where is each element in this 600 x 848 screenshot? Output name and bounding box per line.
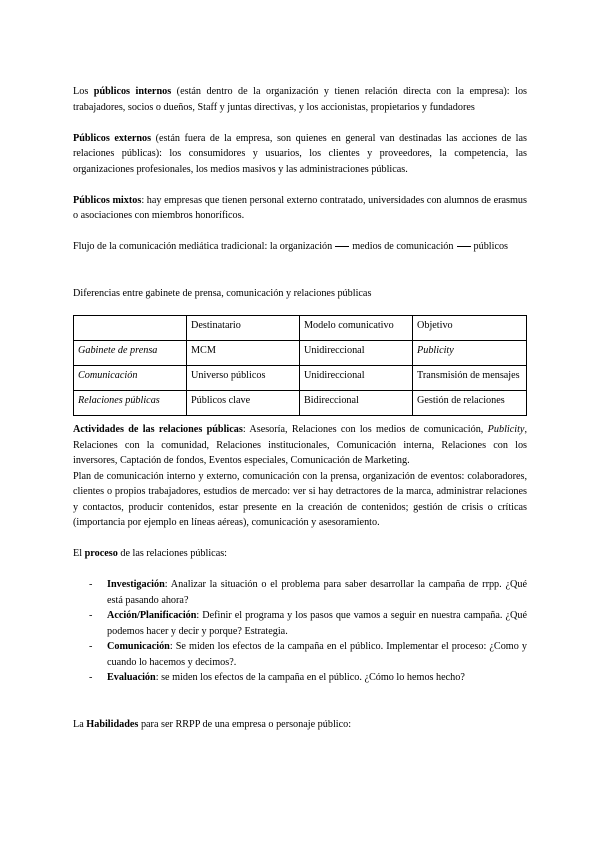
term: Evaluación [107,672,156,683]
term-publicos-internos: públicos internos [93,86,172,97]
process-list [73,577,527,686]
paragraph-publicos-mixtos [73,193,527,224]
table-header-cell: Destinatario [187,316,300,341]
text: : Se miden los efectos de la campaña en el público. Implementar el proceso: ¿Como y cuando lo hacemos y decimos?. [107,641,527,668]
paragraph-publicos-internos [73,84,527,115]
table-cell: Bidireccional [300,391,413,416]
list-item [73,608,527,639]
text: (están fuera de la empresa, son quienes en general van destinadas las acciones de las relaciones públicas): los consumidores y usuarios, los clientes y proveedores, la competencia, las organizaciones profesionales, los medios masivos y las administraciones públicas. [73,132,528,175]
table-cell: Universo públicos [187,366,300,391]
term-publicos-mixtos: Públicos mixtos [73,194,142,206]
text: : Definir el programa y los pasos que vamos a seguir en nuestra campaña. ¿Qué podemos hacer y decir y porque? Estrategia. [107,610,527,637]
document-page [73,84,527,732]
term: Investigación [107,579,165,590]
term-publicos-externos: Públicos externos [73,132,152,144]
table-cell: Gabinete de prensa [74,341,187,366]
paragraph-publicos-externos [73,131,527,178]
text: Flujo de la comunicación mediática tradicional: la organización [73,241,333,252]
paragraph-actividades [73,422,527,469]
text: El [73,548,85,559]
table-row [74,391,527,416]
text: : Analizar la situación o el problema para saber desarrollar la campaña de rrpp. ¿Qué está pasando ahora? [107,579,527,606]
text: públicos [473,241,509,252]
term-proceso: proceso [84,548,118,559]
text: : Asesoría, Relaciones con los medios de comunicación, [242,424,488,435]
table-header-row [74,316,527,341]
table-cell: Unidireccional [300,366,413,391]
paragraph-habilidades [73,717,527,733]
arrow-line [335,246,349,247]
table-header-cell: Objetivo [413,316,527,341]
text: , Relaciones con la comunidad, Relaciones institucionales, Comunicación interna, Relaciones con los inversores, Captación de fondos, Eventos especiales, Comunicación de Marketing. [73,424,527,466]
term: Comunicación [107,641,170,652]
table-cell: Publicity [413,341,527,366]
table-header-cell [74,316,187,341]
paragraph-proceso [73,546,527,562]
table-cell: MCM [187,341,300,366]
text-italic: Publicity [487,424,525,435]
text: Los [73,86,94,97]
table-row [74,341,527,366]
term-actividades: Actividades de las relaciones públicas [73,424,243,435]
paragraph-flujo [73,239,527,255]
table-cell: Públicos clave [187,391,300,416]
text: para ser RRPP de una empresa o personaje público: [138,718,352,730]
table-header-cell: Modelo comunicativo [300,316,413,341]
text: medios de comunicación [352,241,454,252]
table-row [74,366,527,391]
term-habilidades: Habilidades [86,718,139,730]
table-cell: Transmisión de mensajes [413,366,527,391]
table-cell: Comunicación [74,366,187,391]
list-item [73,670,527,686]
text: : se miden los efectos de la campaña en el público. ¿Cómo lo hemos hecho? [155,672,465,683]
list-item [73,639,527,670]
text: : hay empresas que tienen personal externo contratado, universidades con alumnos de erasmus o asociaciones con miembros honoríficos. [73,194,527,221]
paragraph-plan: Plan de comunicación interno y externo, comunicación con la prensa, organización de eventos: colaboradores, clientes o propios trabajadores, estudios de mercado: ver si hay detractores de la marca, administrar relaciones y contactos, producir contenidos, estar presente en la creación de contenidos; gestión de crisis o críticas (importancia por ejemplo en líneas aéreas), comunicación y asesoramiento. [73,470,527,528]
text: de las relaciones públicas: [117,548,228,559]
list-item [73,577,527,608]
comparison-table [73,315,527,416]
table-cell: Relaciones públicas [74,391,187,416]
text: (están dentro de la organización y tienen relación directa con la empresa): los trabajadores, socios o dueños, Staff y juntas directivas, y los accionistas, propietarios y fundadores [73,86,528,113]
text: La [73,718,87,730]
term: Acción/Planificación [107,610,197,621]
table-cell: Unidireccional [300,341,413,366]
table-cell: Gestión de relaciones [413,391,527,416]
arrow-line [457,246,471,247]
table-caption: Diferencias entre gabinete de prensa, comunicación y relaciones públicas [73,287,372,299]
